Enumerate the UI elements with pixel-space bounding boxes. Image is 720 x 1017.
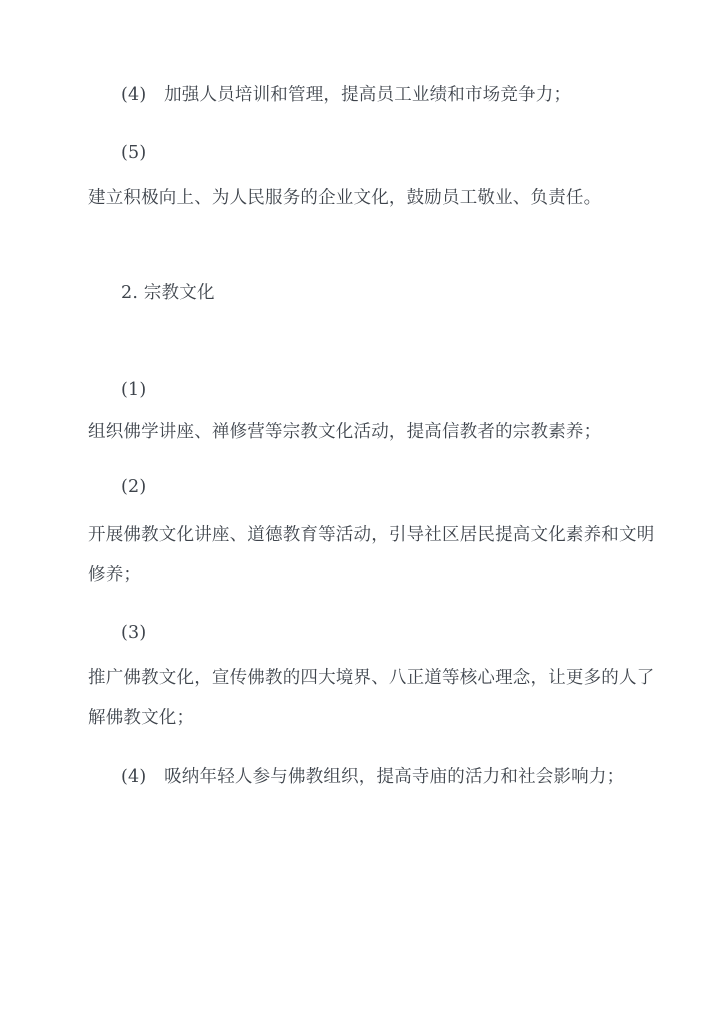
paragraph [88,613,636,653]
text-line: (4) 吸纳年轻人参与佛教组织，提高寺庙的活力和社会影响力； [121,767,625,787]
list-number: (2) [121,477,147,497]
paragraph [88,178,636,218]
list-number: (1) [121,380,147,400]
text-line: 推广佛教文化，宣传佛教的四大境界、八正道等核心理念，让更多的人了 [88,668,655,688]
paragraph [88,370,636,410]
list-number: (3) [121,623,147,643]
text-line: 解佛教文化； [88,708,195,728]
paragraph [88,515,655,595]
text-line: 修养； [88,565,142,585]
text-line: 组织佛学讲座、禅修营等宗教文化活动，提高信教者的宗教素养； [88,422,602,442]
paragraph [88,658,655,738]
text-line: (4) 加强人员培训和管理，提高员工业绩和市场竞争力； [121,85,572,105]
paragraph [88,412,636,452]
document-body [88,75,655,797]
text-line: 建立积极向上、为人民服务的企业文化，鼓励员工敬业、负责任。 [88,188,602,208]
paragraph [88,467,636,507]
paragraph [88,133,636,173]
text-line: 开展佛教文化讲座、道德教育等活动，引导社区居民提高文化素养和文明 [88,525,655,545]
list-number: (5) [121,143,147,163]
paragraph [88,757,636,797]
paragraph [88,75,636,115]
section-heading [88,273,636,313]
heading-text: 2. 宗教文化 [121,283,215,303]
